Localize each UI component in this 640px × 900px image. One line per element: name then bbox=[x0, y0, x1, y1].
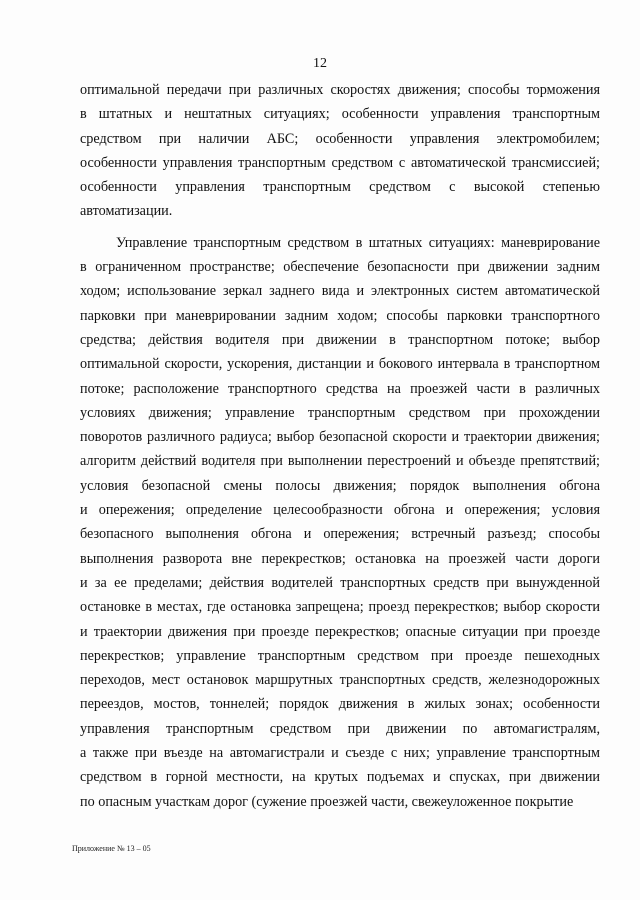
text-line: оптимальной скорости, ускорения, дистанции и бокового интервала в транспортном bbox=[80, 356, 600, 373]
page-number: 12 bbox=[313, 56, 327, 71]
text-line: условия безопасной смены полосы движения; порядок выполнения обгона bbox=[80, 477, 600, 494]
text-line: перекрестков; управление транспортным средством при проезде пешеходных bbox=[80, 647, 600, 664]
text-line: автоматизации. bbox=[80, 203, 173, 220]
page-footer: Приложение № 13 – 05 bbox=[72, 844, 151, 853]
text-line: условиях движения; управление транспортным средством при прохождении bbox=[80, 404, 600, 421]
text-line: по опасным участкам дорог (сужение проезжей части, свежеуложенное покрытие bbox=[80, 793, 574, 810]
text-line: и опережения; определение целесообразности обгона и опережения; условия bbox=[80, 502, 600, 519]
text-line: а также при въезде на автомагистрали и съезде с них; управление транспортным bbox=[80, 745, 600, 762]
text-line: переходов, мест остановок маршрутных транспортных средств, железнодорожных bbox=[80, 672, 600, 689]
text-line: ходом; использование зеркал заднего вида и электронных систем автоматической bbox=[80, 283, 600, 300]
text-line: Управление транспортным средством в штатных ситуациях: маневрирование bbox=[116, 234, 600, 251]
text-line: и за ее пределами; действия водителей транспортных средств при вынужденной bbox=[80, 574, 600, 591]
text-line: остановке в местах, где остановка запрещена; проезд перекрестков; выбор скорости bbox=[80, 599, 600, 616]
text-line: в штатных и нештатных ситуациях; особенности управления транспортным bbox=[80, 106, 600, 123]
text-line: средства; действия водителя при движении в транспортном потоке; выбор bbox=[80, 331, 600, 348]
text-line: и траектории движения при проезде перекрестков; опасные ситуации при проезде bbox=[80, 623, 600, 640]
text-line: выполнения разворота вне перекрестков; остановка на проезжей части дороги bbox=[80, 550, 600, 567]
paragraph-gap bbox=[80, 224, 600, 231]
text-line: парковки при маневрировании задним ходом; способы парковки транспортного bbox=[80, 307, 600, 324]
text-line: переездов, мостов, тоннелей; порядок движения в жилых зонах; особенности bbox=[80, 696, 600, 713]
text-line: средством в горной местности, на крутых подъемах и спусках, при движении bbox=[80, 769, 600, 786]
text-line: средством при наличии АБС; особенности управления электромобилем; bbox=[80, 130, 600, 147]
text-line: поворотов различного радиуса; выбор безопасной скорости и траектории движения; bbox=[80, 429, 600, 446]
text-line: алгоритм действий водителя при выполнении перестроений и объезде препятствий; bbox=[80, 453, 600, 470]
text-line: особенности управления транспортным средством с высокой степенью bbox=[80, 179, 600, 196]
text-line: безопасного выполнения обгона и опережения; встречный разъезд; способы bbox=[80, 526, 600, 543]
text-line: управления транспортным средством при движении по автомагистралям, bbox=[80, 720, 600, 737]
text-line: в ограниченном пространстве; обеспечение безопасности при движении задним bbox=[80, 259, 600, 276]
paragraph bbox=[80, 231, 600, 814]
document-body bbox=[80, 78, 600, 814]
paragraph bbox=[80, 78, 600, 224]
text-line: оптимальной передачи при различных скоростях движения; способы торможения bbox=[80, 82, 600, 98]
text-line: особенности управления транспортным средством с автоматической трансмиссией; bbox=[80, 154, 600, 171]
text-line: потоке; расположение транспортного средства на проезжей части в различных bbox=[80, 380, 600, 397]
